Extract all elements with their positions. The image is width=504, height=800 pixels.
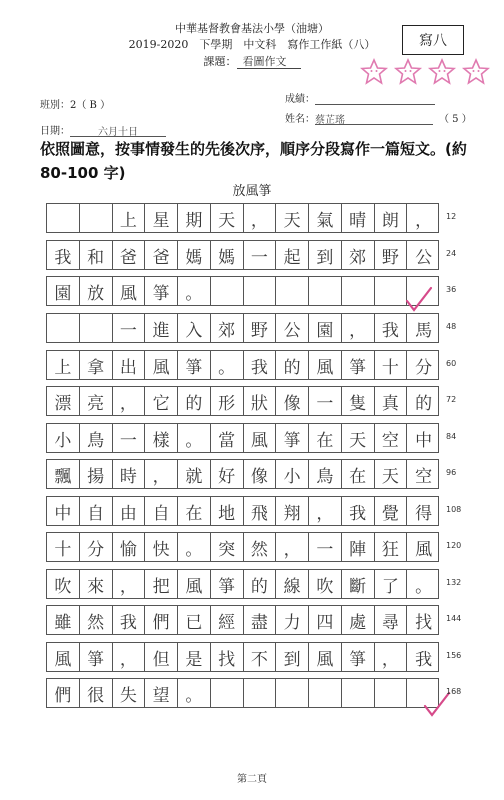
grid-cell: 飛 <box>244 497 277 525</box>
grid-cell: ， <box>342 314 375 342</box>
grid-cell: 我 <box>375 314 408 342</box>
grade-field <box>285 90 435 105</box>
grid-cell: 然 <box>244 533 277 561</box>
row-count-label: 108 <box>446 505 462 514</box>
grid-cell: 天 <box>276 204 309 232</box>
class-value: 2（ B ） <box>70 100 111 111</box>
name-value: 蔡芷瑤 <box>315 111 433 125</box>
grid-row <box>46 386 439 416</box>
grid-cell: 像 <box>244 460 277 488</box>
grid-cell: 形 <box>211 387 244 415</box>
grid-cell: 我 <box>113 606 146 634</box>
grid-cell: 天 <box>211 204 244 232</box>
row-count-label: 12 <box>446 212 457 221</box>
grid-row <box>46 423 439 453</box>
grid-cell: 和 <box>80 241 113 269</box>
grid-cell <box>276 679 309 707</box>
grid-cell: ， <box>145 460 178 488</box>
grid-cell: 自 <box>145 497 178 525</box>
grid-cell: 狀 <box>244 387 277 415</box>
grid-cell: 來 <box>80 570 113 598</box>
star-stickers-icon <box>360 58 490 86</box>
grid-cell: 我 <box>47 241 80 269</box>
grid-cell: 放 <box>80 277 113 305</box>
grid-cell: 它 <box>145 387 178 415</box>
grid-row <box>46 350 439 380</box>
instruction-text: 依照圖意，按事情發生的先後次序，順序分段寫作一篇短文。(約 80-100 字) <box>40 140 467 182</box>
grid-cell: 園 <box>309 314 342 342</box>
row-count-label: 168 <box>446 687 462 696</box>
grid-cell: 。 <box>178 679 211 707</box>
grid-cell: 找 <box>415 612 433 633</box>
grid-cell: 是 <box>178 643 211 671</box>
topic-value: 看圖作文 <box>237 55 301 69</box>
grid-cell: 。 <box>178 533 211 561</box>
check-mark-icon <box>404 285 434 313</box>
grid-cell: 期 <box>178 204 211 232</box>
grid-cell: 箏 <box>276 424 309 452</box>
grid-cell: 處 <box>342 606 375 634</box>
grid-row <box>46 240 439 270</box>
grid-cell: 晴 <box>342 204 375 232</box>
grid-cell: 鳥 <box>80 424 113 452</box>
grid-row <box>46 496 439 526</box>
grid-cell: 風 <box>244 424 277 452</box>
grid-cell: 爸 <box>145 241 178 269</box>
grid-cell: 風 <box>178 570 211 598</box>
grid-cell: ， <box>309 497 342 525</box>
grid-cell: 空 <box>415 466 433 487</box>
grid-cell: 雖 <box>47 606 80 634</box>
grid-cell: 尋 <box>375 606 408 634</box>
grid-cell: ， <box>375 643 408 671</box>
grid-cell: 不 <box>244 643 277 671</box>
grid-cell: 我 <box>244 351 277 379</box>
grid-cell: 天 <box>375 460 408 488</box>
grid-cell <box>309 679 342 707</box>
row-count-label: 72 <box>446 395 457 404</box>
grid-cell: 突 <box>211 533 244 561</box>
grid-cell <box>276 277 309 305</box>
grid-row <box>46 642 439 672</box>
grid-cell: 吹 <box>47 570 80 598</box>
grid-cell: 。 <box>178 424 211 452</box>
grid-cell: 狂 <box>375 533 408 561</box>
grid-cell: 地 <box>211 497 244 525</box>
grid-cell: 力 <box>276 606 309 634</box>
grid-row <box>46 459 439 489</box>
grid-cell <box>375 277 408 305</box>
grid-cell: 小 <box>47 424 80 452</box>
grid-cell: 野 <box>244 314 277 342</box>
date-value: 六月十日 <box>70 123 166 137</box>
grid-cell: 郊 <box>211 314 244 342</box>
grid-cell: 風 <box>113 277 146 305</box>
grid-cell: 翔 <box>276 497 309 525</box>
grid-cell: 的 <box>415 393 433 414</box>
grid-cell: 的 <box>178 387 211 415</box>
grid-cell: 鳥 <box>309 460 342 488</box>
grid-cell: 飄 <box>47 460 80 488</box>
grid-cell: 時 <box>113 460 146 488</box>
grid-cell: 失 <box>113 679 146 707</box>
grid-cell: 盡 <box>244 606 277 634</box>
grid-cell: ， <box>244 204 277 232</box>
grid-cell <box>309 277 342 305</box>
grid-cell: 風 <box>145 351 178 379</box>
grid-cell: 園 <box>47 277 80 305</box>
grid-cell: 在 <box>342 460 375 488</box>
grid-cell: 把 <box>145 570 178 598</box>
grid-cell: 自 <box>80 497 113 525</box>
grid-cell: 上 <box>113 204 146 232</box>
grid-cell: 愉 <box>113 533 146 561</box>
grid-cell: 到 <box>276 643 309 671</box>
row-count-label: 132 <box>446 578 462 587</box>
grid-row <box>46 532 439 562</box>
grid-cell: 四 <box>309 606 342 634</box>
grid-cell: 望 <box>145 679 178 707</box>
grid-cell: 媽 <box>178 241 211 269</box>
grid-cell: 公 <box>276 314 309 342</box>
grid-cell <box>342 277 375 305</box>
grid-cell: 空 <box>375 424 408 452</box>
row-count-label: 60 <box>446 359 457 368</box>
grid-cell: 由 <box>113 497 146 525</box>
grid-cell: 星 <box>145 204 178 232</box>
grid-cell: 在 <box>178 497 211 525</box>
grid-cell <box>342 679 375 707</box>
grid-cell: 然 <box>80 606 113 634</box>
grid-cell: 箏 <box>342 643 375 671</box>
grid-cell: 了 <box>375 570 408 598</box>
essay-title: 放風箏 <box>232 184 272 199</box>
row-count-label: 36 <box>446 285 457 294</box>
grid-cell: 起 <box>276 241 309 269</box>
grid-cell <box>80 204 113 232</box>
grid-cell: 漂 <box>47 387 80 415</box>
grid-cell: 箏 <box>145 277 178 305</box>
term-line: 2019-2020 下學期 中文科 寫作工作紙（八） <box>128 38 376 51</box>
grid-cell: 風 <box>309 351 342 379</box>
grid-cell: 在 <box>309 424 342 452</box>
grid-cell <box>244 277 277 305</box>
grid-cell: 得 <box>415 503 433 524</box>
grid-cell: 但 <box>145 643 178 671</box>
worksheet-badge: 寫八 <box>402 25 464 55</box>
grid-cell: 當 <box>211 424 244 452</box>
grid-cell: 出 <box>113 351 146 379</box>
row-count-label: 144 <box>446 614 462 623</box>
grid-cell: 們 <box>47 679 80 707</box>
grid-cell: 十 <box>47 533 80 561</box>
grid-cell: 一 <box>113 424 146 452</box>
grid-row <box>46 203 439 233</box>
grid-cell: ， <box>113 387 146 415</box>
grid-cell: 快 <box>145 533 178 561</box>
grid-cell: 氣 <box>309 204 342 232</box>
grid-cell: 野 <box>375 241 408 269</box>
grid-cell: 進 <box>145 314 178 342</box>
grid-cell: 就 <box>178 460 211 488</box>
grid-cell: 郊 <box>342 241 375 269</box>
topic-label: 課題： <box>203 55 237 68</box>
grid-cell: 陣 <box>342 533 375 561</box>
grid-cell: 上 <box>47 351 80 379</box>
grid-cell: 媽 <box>211 241 244 269</box>
grid-cell: 一 <box>244 241 277 269</box>
row-count-label: 84 <box>446 432 457 441</box>
grid-cell: 朗 <box>375 204 408 232</box>
grid-cell: 覺 <box>375 497 408 525</box>
grid-cell: 已 <box>178 606 211 634</box>
grid-cell <box>211 679 244 707</box>
grid-cell: 真 <box>375 387 408 415</box>
grid-cell: 分 <box>415 357 433 378</box>
grid-cell: 風 <box>415 539 433 560</box>
row-count-label: 120 <box>446 541 462 550</box>
grid-cell: 到 <box>309 241 342 269</box>
grid-cell: ， <box>276 533 309 561</box>
page-number: 第二頁 <box>237 774 267 785</box>
grid-cell <box>211 277 244 305</box>
grid-cell: 箏 <box>80 643 113 671</box>
grid-cell: 線 <box>276 570 309 598</box>
grid-cell: 。 <box>178 277 211 305</box>
grid-cell: 亮 <box>80 387 113 415</box>
name-label: 姓名： <box>285 114 315 125</box>
grid-row <box>46 605 439 635</box>
grid-row <box>46 276 439 306</box>
grid-cell: 的 <box>276 351 309 379</box>
row-count-label: 156 <box>446 651 462 660</box>
student-number: （ 5 ） <box>439 114 472 125</box>
grid-cell: 風 <box>47 643 80 671</box>
grid-cell: ， <box>113 643 146 671</box>
grid-cell: 我 <box>342 497 375 525</box>
grid-cell: 一 <box>113 314 146 342</box>
grid-cell: 。 <box>415 576 433 597</box>
grid-cell: 中 <box>415 430 433 451</box>
row-count-label: 48 <box>446 322 457 331</box>
class-label: 班別： <box>40 100 70 111</box>
grid-cell: ， <box>415 210 433 231</box>
grid-cell: 風 <box>309 643 342 671</box>
date-label: 日期： <box>40 126 70 137</box>
date-field <box>40 122 166 137</box>
grid-cell: 像 <box>276 387 309 415</box>
grid-cell: 天 <box>342 424 375 452</box>
grid-cell: 。 <box>211 351 244 379</box>
grid-cell: 我 <box>415 649 433 670</box>
grid-cell: 好 <box>211 460 244 488</box>
grid-cell: 一 <box>309 387 342 415</box>
grid-cell: 找 <box>211 643 244 671</box>
grid-cell: 公 <box>415 247 433 268</box>
grade-label: 成績： <box>285 94 315 105</box>
grid-row <box>46 313 439 343</box>
grid-cell: 樣 <box>145 424 178 452</box>
grid-cell: 吹 <box>309 570 342 598</box>
grid-cell: 的 <box>244 570 277 598</box>
grid-row <box>46 569 439 599</box>
row-count-label: 24 <box>446 249 457 258</box>
class-field <box>40 96 110 111</box>
grid-cell: 經 <box>211 606 244 634</box>
grid-cell: 十 <box>375 351 408 379</box>
grid-cell: 斷 <box>342 570 375 598</box>
grid-cell: 隻 <box>342 387 375 415</box>
grid-cell <box>47 314 80 342</box>
grid-cell: 中 <box>47 497 80 525</box>
grid-cell: 箏 <box>211 570 244 598</box>
grid-cell: 箏 <box>342 351 375 379</box>
grid-cell: 入 <box>178 314 211 342</box>
grid-cell <box>47 204 80 232</box>
grid-cell: 拿 <box>80 351 113 379</box>
grid-cell <box>375 679 408 707</box>
grid-cell: 爸 <box>113 241 146 269</box>
grid-cell: 們 <box>145 606 178 634</box>
row-count-label: 96 <box>446 468 457 477</box>
grid-row <box>46 678 439 708</box>
name-field <box>285 110 472 125</box>
grid-cell: 箏 <box>178 351 211 379</box>
grid-cell: 小 <box>276 460 309 488</box>
grid-cell: 很 <box>80 679 113 707</box>
grade-line <box>315 92 435 105</box>
grid-cell <box>80 314 113 342</box>
grid-cell <box>244 679 277 707</box>
grid-cell: 揚 <box>80 460 113 488</box>
grid-cell: 馬 <box>415 320 433 341</box>
grid-cell: 一 <box>309 533 342 561</box>
grid-cell: 分 <box>80 533 113 561</box>
school-name: 中華基督教會基法小學（油塘） <box>175 22 329 35</box>
grid-cell: ， <box>113 570 146 598</box>
